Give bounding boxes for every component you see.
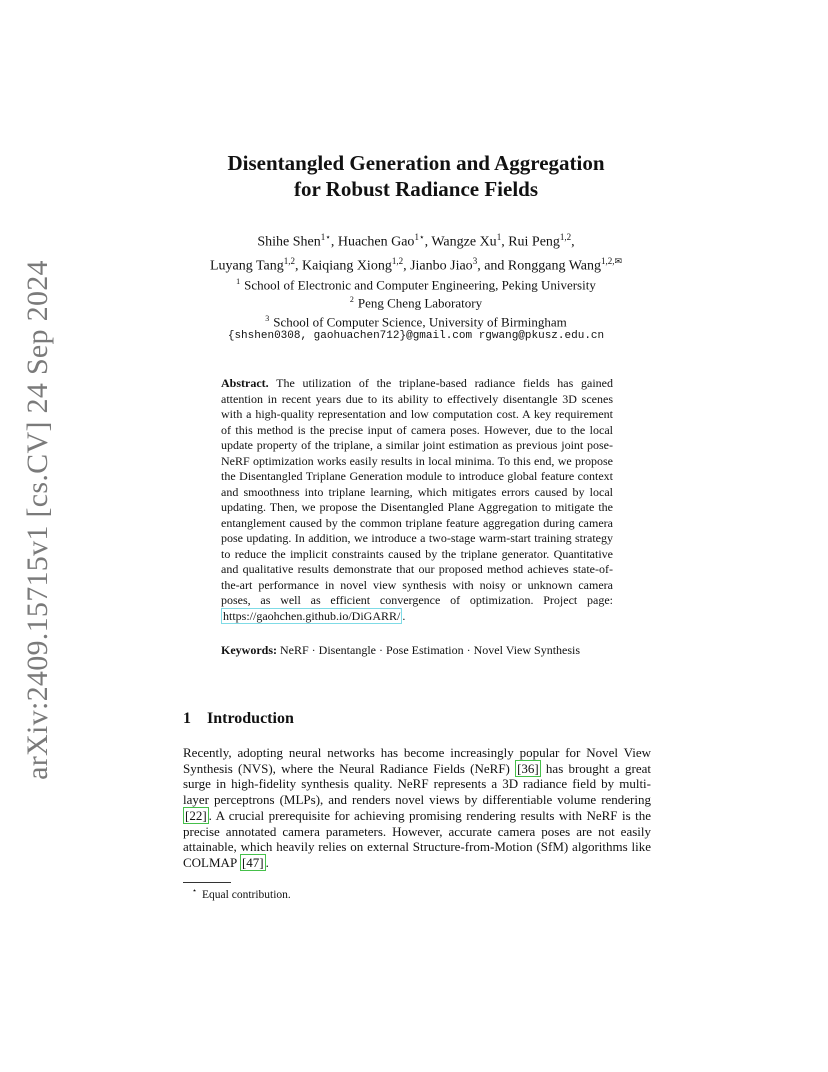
author-sup: 1,2,✉ (601, 255, 623, 266)
footnote-mark: ⋆ (192, 886, 198, 895)
footnote (192, 886, 291, 901)
section-number: 1 (183, 710, 191, 727)
project-page-link[interactable]: https://gaohchen.github.io/DiGARR/ (223, 608, 401, 623)
author-name: Shihe Shen (257, 234, 321, 250)
author-name: Jianbo Jiao (410, 258, 473, 274)
section-title: Introduction (207, 710, 294, 727)
abstract-label: Abstract. (221, 376, 269, 390)
author-list: Shihe Shen$^{1⋆}$, Huachen Gao$^{1⋆}$, Wangze Xu$^1$, Rui Peng$^{1,2}$, Luyang Tang$^{1,2}$, Kaiqiang Xiong$^{1,2}$, Jianbo Jiao$^3$, and Ronggang Wang$^{1,2,✉}$ (209, 232, 623, 274)
citation-link[interactable]: [47] (241, 854, 264, 870)
footnote-rule (183, 882, 231, 883)
keywords-text: NeRF · Disentangle · Pose Estimation · Novel View Synthesis (280, 643, 581, 657)
affiliations (170, 274, 662, 344)
author-sup: 1 (496, 232, 502, 242)
author-name: Ronggang Wang (507, 258, 602, 274)
keywords (221, 643, 641, 658)
title-line-1: Disentangled Generation and Aggregation (227, 151, 605, 175)
affiliation-1: $^1$ School of Electronic and Computer Engineering, Peking University (236, 277, 596, 293)
author-sup: 1,2 (391, 255, 404, 266)
intro-paragraph: Recently, adopting neural networks has become increasingly popular for Novel View Synthesis (NVS), where the Neural Radiance Fields (NeRF) [36] has brought a great surge in high-fidelity synthesis quality. NeRF represents a 3D radiance field by multi-layer perceptrons (MLPs), and renders novel views by differentiable volume rendering [22] . A crucial prerequisite for achieving promising rendering results with NeRF is the precise annotated camera parameters. However, accurate camera poses are not easily attainable, which heavily relies on external Structure-from-Motion (SfM) algorithms like COLMAP [47] . (183, 745, 651, 870)
affiliation-2: $^2$ Peng Cheng Laboratory (349, 295, 483, 311)
footnote-text: Equal contribution. (202, 888, 291, 901)
author-name: Wangze Xu (431, 234, 497, 250)
keywords-label: Keywords: (221, 643, 277, 657)
author-name: Huachen Gao (337, 234, 415, 250)
abstract: Abstract. The utilization of the triplane-based radiance fields has gained attention in recent years due to its ability to effectively disentangle 3D scenes with a high-quality representation and low computation cost. A key requirement of this method is the precise input of camera poses. However, due to the local update property of the triplane, a similar joint estimation as previous joint pose-NeRF optimization works easily results in local minima. To this end, we propose the Disentangled Triplane Generation module to introduce global feature context and smoothness into triplane learning, which mitigates errors caused by local updating. Then, we propose the Disentangled Plane Aggregation to mitigate the entanglement caused by the common triplane feature aggregation during camera pose updating. In addition, we introduce a two-stage warm-start training strategy to reduce the implicit constraints caused by the triplane generator. Quantitative and qualitative results demonstrate that our proposed method achieves state-of-the-art performance in novel view synthesis with noisy or unknown camera poses, as well as efficient convergence of optimization. Project page: https://gaohchen.github.io/DiGARR/ . (221, 376, 613, 623)
author-name: Luyang Tang (209, 258, 284, 274)
citation-link[interactable]: [22] (185, 807, 207, 823)
abstract-text: The utilization of the triplane-based radiance fields has gained attention in recent years due to its ability to effectively disentangle 3D scenes with a high-quality representation and low computation cost. A key requirement of this method is the precise input of camera poses. However, due to the local update property of the triplane, a similar joint estimation as previous joint pose-NeRF optimization works easily results in local minima. To this end, we propose the Disentangled Triplane Generation module to introduce global feature context and smoothness into triplane learning, which mitigates errors caused by local updating. Then, we propose the Disentangled Plane Aggregation to mitigate the entanglement caused by the common triplane feature aggregation during camera pose updating. In addition, we introduce a two-stage warm-start training strategy to reduce the implicit constraints caused by the triplane generator. Quantitative and qualitative results demonstrate that our proposed method achieves state-of-the-art performance in novel view synthesis with noisy or unknown camera poses, as well as efficient convergence of optimization. Project page: (221, 376, 613, 607)
author-name: Rui Peng (508, 234, 560, 250)
author-sup: 1,2 (559, 232, 572, 242)
arxiv-stamp (18, 260, 58, 780)
author-sup: 1,2 (283, 255, 295, 266)
section-heading (183, 710, 294, 728)
citation-link[interactable]: [36] (517, 760, 539, 776)
affiliation-3: $^3$ School of Computer Science, University of Birmingham (265, 313, 567, 329)
title-line-2: for Robust Radiance Fields (293, 177, 539, 201)
author-sup: 3 (472, 255, 478, 266)
paper-title (180, 150, 652, 202)
arxiv-stamp-text: arXiv:2409.15715v1 [cs.CV] 24 Sep 2024 (21, 260, 54, 780)
author-name: Kaiqiang Xiong (302, 258, 392, 274)
author-sup: 1⋆ (414, 232, 425, 242)
author-sup: 1⋆ (320, 232, 331, 242)
author-emails: {shshen0308, gaohuachen712}@gmail.com rgwang@pkusz.edu.cn (227, 329, 605, 342)
